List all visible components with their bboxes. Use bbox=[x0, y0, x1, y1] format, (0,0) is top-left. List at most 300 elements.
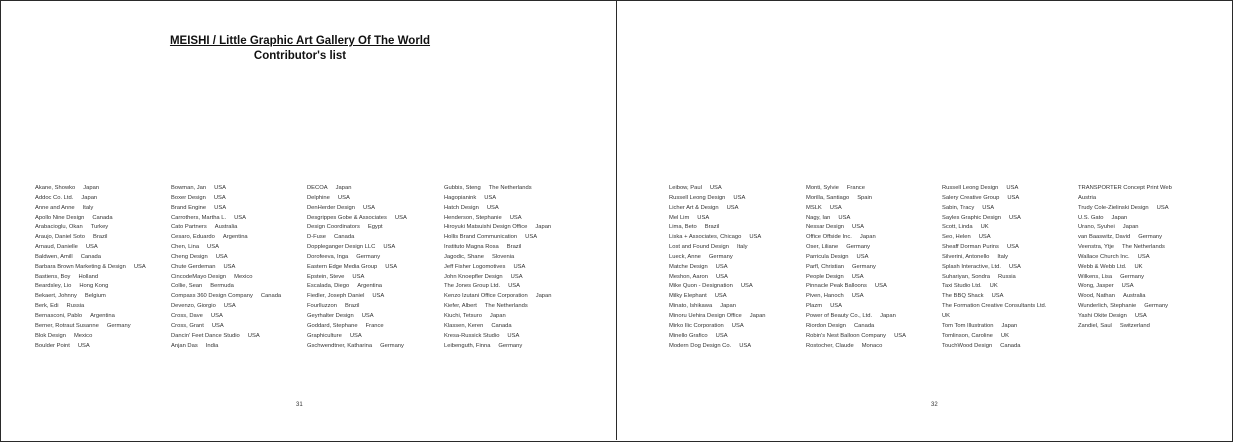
contributor-name: Yashi Okite Design bbox=[1078, 312, 1127, 319]
contributor-country: USA bbox=[830, 303, 843, 310]
contributor-country: Turkey bbox=[90, 224, 109, 231]
contributor-entry bbox=[669, 273, 766, 283]
contributor-entry bbox=[444, 233, 551, 243]
contributor-entry bbox=[942, 253, 1054, 263]
contributor-entry bbox=[35, 292, 146, 302]
contributor-country: France bbox=[846, 185, 865, 191]
contributor-name: Addoc Co. Ltd. bbox=[35, 194, 74, 201]
contributor-name: Bastiens, Boy bbox=[35, 273, 71, 280]
contributor-country: USA bbox=[133, 263, 146, 270]
contributor-entry bbox=[1078, 233, 1180, 243]
contributor-name: Escalada, Diego bbox=[307, 283, 350, 290]
contributor-entry bbox=[942, 204, 1054, 214]
contributor-entry bbox=[806, 233, 906, 243]
contributor-entry bbox=[669, 243, 766, 253]
contributor-name: The BBQ Shack bbox=[942, 293, 984, 300]
contributor-country: USA bbox=[214, 185, 227, 191]
right-page bbox=[617, 0, 1232, 440]
contributor-name: Lueck, Anne bbox=[669, 253, 701, 260]
contributor-entry bbox=[171, 263, 281, 273]
contributor-entry bbox=[669, 194, 766, 204]
contributor-entry bbox=[307, 184, 407, 194]
contributor-country: Japan bbox=[720, 303, 736, 310]
contributor-country: USA bbox=[716, 273, 728, 280]
contributor-entry bbox=[669, 282, 766, 292]
contributor-country: USA bbox=[234, 214, 247, 221]
contributor-entry bbox=[171, 342, 281, 352]
contributor-entry bbox=[35, 342, 146, 352]
contributor-country: The Netherlands bbox=[484, 303, 528, 310]
contributor-name: Desgrippes Gobe & Associates bbox=[307, 214, 387, 221]
contributor-country: USA bbox=[894, 332, 906, 339]
contributor-name: Wong, Jasper bbox=[1078, 283, 1114, 290]
contributor-entry bbox=[171, 332, 281, 342]
contributor-country: USA bbox=[715, 263, 728, 270]
contributor-entry bbox=[171, 233, 281, 243]
contributor-country: USA bbox=[829, 204, 842, 211]
contributor-column-4 bbox=[444, 184, 551, 351]
contributor-entry bbox=[669, 223, 766, 233]
contributor-name: Boulder Point bbox=[35, 342, 70, 349]
contributor-country: Argentina bbox=[357, 283, 383, 290]
contributor-entry bbox=[171, 253, 281, 263]
contributor-name: Tomlinson, Caroline bbox=[942, 332, 993, 339]
contributor-name: Apollo Nine Design bbox=[35, 214, 85, 221]
contributor-name: Plazm bbox=[806, 303, 823, 310]
contributor-entry bbox=[669, 292, 766, 302]
contributor-column-8 bbox=[1078, 184, 1180, 332]
contributor-country: USA bbox=[1137, 253, 1150, 260]
contributor-name: Epstein, Steve bbox=[307, 273, 345, 280]
contributor-name: Splash Interactive, Ltd. bbox=[942, 263, 1001, 270]
contributor-country: Brazil bbox=[704, 224, 720, 231]
contributor-entry bbox=[171, 312, 281, 322]
contributor-entry bbox=[171, 302, 281, 312]
contributor-country: Japan bbox=[535, 293, 552, 300]
contributor-name: Liska + Associates, Chicago bbox=[669, 234, 742, 241]
contributor-name: Salery Creative Group bbox=[942, 194, 1000, 201]
contributor-name: Beardsley, Lio bbox=[35, 283, 72, 290]
contributor-country: Japan bbox=[859, 234, 876, 241]
contributor-name: Leibenguth, Finna bbox=[444, 342, 491, 349]
contributor-name: Pinnacle Peak Balloons bbox=[806, 283, 867, 290]
contributor-country: UK bbox=[980, 224, 989, 231]
contributor-name: Akane, Showko bbox=[35, 185, 76, 191]
contributor-column-5 bbox=[669, 184, 766, 351]
contributor-entry bbox=[942, 223, 1054, 233]
contributor-country: Japan bbox=[535, 224, 552, 231]
contributor-country: USA bbox=[1006, 244, 1019, 251]
contributor-entry bbox=[307, 342, 407, 352]
contributor-entry bbox=[942, 243, 1054, 253]
contributor-country: USA bbox=[838, 214, 851, 221]
contributor-name: Chen, Lina bbox=[171, 244, 200, 251]
contributor-country: USA bbox=[709, 185, 722, 191]
contributor-entry bbox=[171, 243, 281, 253]
contributor-name: Araujo, Daniel Soto bbox=[35, 234, 85, 241]
contributor-name: Lost and Found Design bbox=[669, 244, 729, 251]
contributor-name: Minello Grafico bbox=[669, 332, 708, 339]
contributor-entry bbox=[171, 282, 281, 292]
contributor-country: Germany bbox=[106, 322, 131, 329]
contributor-name: Klassen, Keren bbox=[444, 322, 484, 329]
contributor-entry bbox=[942, 322, 1054, 332]
contributor-entry bbox=[444, 184, 551, 194]
contributor-country: USA bbox=[1134, 312, 1147, 319]
contributor-entry bbox=[307, 263, 407, 273]
contributor-country: Australia bbox=[214, 224, 238, 231]
contributor-entry bbox=[307, 302, 407, 312]
contributor-country: Mexico bbox=[234, 273, 253, 280]
contributor-name: Cesaro, Eduardo bbox=[171, 234, 215, 241]
contributor-country: USA bbox=[85, 244, 98, 251]
contributor-entry bbox=[35, 184, 146, 194]
contributor-name: Silverini, Antonello bbox=[942, 253, 990, 260]
contributor-name: Boxer Design bbox=[171, 194, 206, 201]
contributor-name: Arabacioglu, Okan bbox=[35, 224, 83, 231]
contributor-name: Kenzo Izutani Office Corporation bbox=[444, 293, 528, 300]
contributor-country: Germany bbox=[1138, 234, 1163, 241]
contributor-name: DenHerder Design bbox=[307, 204, 356, 211]
contributor-country: USA bbox=[740, 283, 753, 290]
contributor-entry bbox=[806, 332, 906, 342]
contributor-country: USA bbox=[211, 322, 224, 329]
contributor-country: USA bbox=[739, 342, 752, 349]
contributor-country: Bermuda bbox=[210, 283, 234, 290]
contributor-country: Italy bbox=[82, 204, 94, 211]
contributor-name: Wood, Nathan bbox=[1078, 293, 1115, 300]
contributor-name: Anjan Das bbox=[171, 342, 198, 349]
contributor-name: Modern Dog Design Co. bbox=[669, 342, 732, 349]
contributor-entry bbox=[942, 292, 1054, 302]
contributor-name: Dancin' Feet Dance Studio bbox=[171, 332, 240, 339]
contributor-name: Sabin, Tracy bbox=[942, 204, 975, 211]
contributor-country: The Netherlands bbox=[1122, 244, 1165, 251]
contributor-entry bbox=[806, 312, 906, 322]
contributor-country: India bbox=[205, 342, 219, 349]
contributor-entry bbox=[444, 253, 551, 263]
contributor-entry bbox=[35, 273, 146, 283]
contributor-name: Design Coordinators bbox=[307, 224, 360, 231]
contributor-name: Dorofeeva, Inga bbox=[307, 253, 349, 260]
contributor-entry bbox=[307, 194, 407, 204]
contributor-entry bbox=[307, 322, 407, 332]
contributor-country: Brazil bbox=[92, 234, 108, 241]
contributor-country: USA bbox=[733, 194, 746, 201]
contributor-name: People Design bbox=[806, 273, 844, 280]
contributor-country: USA bbox=[1006, 185, 1019, 191]
contributor-entry bbox=[1078, 292, 1180, 302]
contributor-entry bbox=[307, 282, 407, 292]
contributor-country: Japan bbox=[749, 312, 766, 319]
contributor-name: Carrothers, Martha L. bbox=[171, 214, 227, 221]
contributor-entry bbox=[942, 282, 1054, 292]
contributor-name: Compass 360 Design Company bbox=[171, 293, 253, 300]
page-heading bbox=[0, 34, 600, 64]
contributor-entry bbox=[171, 273, 281, 283]
contributor-country: USA bbox=[223, 303, 236, 310]
contributor-country: Canada bbox=[92, 214, 113, 221]
contributor-country: USA bbox=[731, 322, 744, 329]
contributor-entry bbox=[942, 233, 1054, 243]
contributor-entry bbox=[1078, 263, 1180, 273]
contributor-name: Hatch Design bbox=[444, 204, 479, 211]
contributor-name: Bowman, Jan bbox=[171, 185, 207, 191]
contributor-country: USA bbox=[982, 204, 995, 211]
contributor-name: Berner, Rotraut Susanne bbox=[35, 322, 99, 329]
contributor-country: Argentina bbox=[90, 312, 115, 319]
contributor-name: Eastern Edge Media Group bbox=[307, 263, 378, 270]
contributor-country: Japan bbox=[335, 185, 352, 191]
contributor-country: USA bbox=[991, 293, 1004, 300]
contributor-name: Devenzo, Giorgio bbox=[171, 303, 216, 310]
contributor-entry bbox=[35, 243, 146, 253]
contributor-entry bbox=[806, 263, 906, 273]
contributor-name: Matche Design bbox=[669, 263, 708, 270]
contributor-entry bbox=[1078, 204, 1180, 214]
contributor-name: DECOA bbox=[307, 185, 328, 191]
contributor-country: Japan bbox=[81, 194, 98, 201]
contributor-name: Hagopianink bbox=[444, 194, 477, 201]
contributor-entry bbox=[171, 322, 281, 332]
contributor-entry bbox=[307, 223, 407, 233]
contributor-entry bbox=[171, 194, 281, 204]
contributor-entry bbox=[942, 273, 1054, 283]
contributor-country: USA bbox=[213, 194, 226, 201]
contributor-name: Instituto Magna Rosa bbox=[444, 244, 499, 251]
contributor-country: USA bbox=[207, 244, 219, 251]
contributor-country: USA bbox=[215, 253, 228, 260]
contributor-name: Cato Partners bbox=[171, 224, 207, 231]
contributor-country: USA bbox=[1156, 204, 1169, 211]
contributor-entry bbox=[1078, 312, 1180, 322]
contributor-name: Delphine bbox=[307, 194, 330, 201]
contributor-country: USA bbox=[383, 244, 396, 251]
contributor-entry bbox=[444, 332, 551, 342]
contributor-entry bbox=[171, 223, 281, 233]
contributor-country: USA bbox=[697, 214, 710, 221]
contributor-name: Wallace Church Inc. bbox=[1078, 253, 1130, 260]
contributor-country: Mexico bbox=[73, 332, 93, 339]
contributor-country: Brazil bbox=[344, 303, 360, 310]
contributor-country: USA bbox=[851, 293, 864, 300]
contributor-country: USA bbox=[510, 273, 523, 280]
contributor-entry bbox=[806, 194, 906, 204]
contributor-name: Cheng Design bbox=[171, 253, 208, 260]
contributor-entry bbox=[669, 342, 766, 352]
contributor-country: USA bbox=[372, 293, 385, 300]
contributor-country: USA bbox=[715, 332, 728, 339]
contributor-name: The Jones Group Ltd. bbox=[444, 283, 501, 290]
contributor-entry bbox=[669, 302, 766, 312]
contributor-name: Piven, Hanoch bbox=[806, 293, 844, 300]
contributor-country: Germany bbox=[356, 253, 381, 260]
contributor-country: USA bbox=[486, 204, 499, 211]
contributor-entry bbox=[444, 243, 551, 253]
contributor-country: USA bbox=[1007, 194, 1020, 201]
contributor-name: Kiefer, Albert bbox=[444, 303, 477, 310]
contributor-country: Germany bbox=[380, 342, 404, 349]
contributor-name: Berk, Edi bbox=[35, 303, 59, 310]
contributor-name: TouchWood Design bbox=[942, 342, 993, 349]
contributor-country: Italy bbox=[736, 244, 748, 251]
contributor-country: UK bbox=[1134, 263, 1143, 270]
contributor-country: Japan bbox=[1111, 214, 1128, 221]
contributor-name: Russell Leong Design bbox=[942, 185, 999, 191]
contributor-country: Germany bbox=[1144, 303, 1169, 310]
contributor-country: Italy bbox=[997, 253, 1009, 260]
contributor-country: Japan bbox=[880, 312, 896, 319]
contributor-country: Germany bbox=[852, 263, 876, 270]
contributor-entry bbox=[1078, 214, 1180, 224]
contributor-name: Blok Design bbox=[35, 332, 66, 339]
contributor-entry bbox=[806, 322, 906, 332]
contributor-country: USA bbox=[385, 263, 398, 270]
contributor-name: Robin's Nest Balloon Company bbox=[806, 332, 887, 339]
contributor-entry bbox=[444, 273, 551, 283]
contributor-entry bbox=[307, 273, 407, 283]
contributor-name: Veenstra, Ytje bbox=[1078, 244, 1114, 251]
contributor-entry bbox=[307, 332, 407, 342]
contributor-name: Rostocher, Claude bbox=[806, 342, 854, 349]
contributor-entry bbox=[444, 214, 551, 224]
contributor-country: USA bbox=[1121, 283, 1134, 290]
contributor-name: Arnaud, Danielle bbox=[35, 244, 78, 251]
contributor-entry bbox=[1078, 282, 1180, 292]
contributor-country: Japan bbox=[489, 312, 506, 319]
contributor-entry bbox=[35, 223, 146, 233]
contributor-name: Urano, Syuhei bbox=[1078, 224, 1115, 231]
contributor-name: Wilkens, Lisa bbox=[1078, 273, 1113, 280]
contributor-entry bbox=[444, 194, 551, 204]
contributor-entry bbox=[942, 332, 1054, 342]
contributor-entry bbox=[942, 263, 1054, 273]
contributor-name: Cross, Grant bbox=[171, 322, 204, 329]
contributor-name: Baldwen, Amill bbox=[35, 253, 73, 260]
contributor-name: Anne and Anne bbox=[35, 204, 75, 211]
contributor-entry bbox=[669, 184, 766, 194]
contributor-name: Henderson, Stephanie bbox=[444, 214, 502, 221]
page-number-left: 31 bbox=[296, 402, 303, 408]
contributor-country: USA bbox=[749, 234, 762, 241]
contributor-country: UK bbox=[1000, 332, 1009, 339]
contributor-name: Monti, Sylvie bbox=[806, 185, 839, 191]
contributor-country: USA bbox=[352, 273, 365, 280]
contributor-country: Slovenia bbox=[491, 253, 515, 260]
contributor-country: Japan bbox=[1122, 224, 1139, 231]
contributor-country: USA bbox=[978, 234, 991, 241]
contributor-name: D-Fuse bbox=[307, 234, 327, 241]
contributor-entry bbox=[942, 194, 1054, 204]
contributor-name: Kresa-Russick Studio bbox=[444, 332, 500, 339]
contributor-country: Hong Kong bbox=[79, 283, 109, 290]
contributor-entry bbox=[1078, 184, 1180, 194]
contributor-country: Germany bbox=[846, 244, 871, 251]
contributor-name: Licher Art & Design bbox=[669, 204, 719, 211]
contributor-name: van Baaswitz, David bbox=[1078, 234, 1131, 241]
contributor-entry bbox=[171, 214, 281, 224]
contributor-entry bbox=[669, 204, 766, 214]
contributor-country: USA bbox=[77, 342, 90, 349]
contributor-entry bbox=[1078, 253, 1180, 263]
contributor-country: USA bbox=[525, 234, 538, 241]
contributor-name: Jagodic, Shane bbox=[444, 253, 484, 260]
contributor-name: Morilla, Santiago bbox=[806, 194, 850, 201]
contributor-name: Mel Lim bbox=[669, 214, 690, 221]
contributor-country: USA bbox=[394, 214, 407, 221]
contributor-country: Russia bbox=[66, 303, 85, 310]
contributor-name: Fiedler, Joseph Daniel bbox=[307, 293, 365, 300]
contributor-country: USA bbox=[513, 263, 526, 270]
contributor-name: Mirko Ilic Corporation bbox=[669, 322, 724, 329]
contributor-country: Holland bbox=[78, 273, 99, 280]
contributor-name: Goddard, Stephane bbox=[307, 322, 358, 329]
contributor-name: Russell Leong Design bbox=[669, 194, 726, 201]
contributor-country: USA bbox=[1008, 263, 1021, 270]
contributor-name: Hollis Brand Communication bbox=[444, 234, 518, 241]
contributor-country: Germany bbox=[1120, 273, 1144, 280]
contributor-name: Sayles Graphic Design bbox=[942, 214, 1001, 221]
contributor-country: USA bbox=[223, 263, 236, 270]
contributor-name: Zandiel, Saul bbox=[1078, 322, 1112, 329]
contributor-entry bbox=[1078, 223, 1180, 233]
contributor-name: TRANSPORTER Concept Print Web bbox=[1078, 185, 1172, 191]
contributor-name: Jeff Fisher Logomotives bbox=[444, 263, 506, 270]
contributor-country: The Netherlands bbox=[488, 185, 532, 191]
contributor-country: Canada bbox=[260, 293, 282, 300]
contributor-entry bbox=[444, 223, 551, 233]
contributor-entry bbox=[35, 263, 146, 273]
contributor-country: Canada bbox=[80, 253, 102, 260]
contributor-entry bbox=[806, 342, 906, 352]
contributor-name: Collie, Sean bbox=[171, 283, 203, 290]
contributor-name: Austria bbox=[1078, 194, 1097, 201]
contributor-column-2 bbox=[171, 184, 281, 351]
contributor-column-7 bbox=[942, 184, 1054, 351]
contributor-entry bbox=[444, 302, 551, 312]
contributor-name: Milky Elephant bbox=[669, 293, 707, 300]
contributor-name: Gubbis, Steng bbox=[444, 185, 481, 191]
contributor-country: Belgium bbox=[84, 293, 106, 300]
contributor-country: USA bbox=[856, 253, 869, 260]
contributor-entry bbox=[444, 312, 551, 322]
contributor-entry bbox=[942, 312, 1054, 322]
contributor-country: Australia bbox=[1122, 293, 1146, 300]
contributor-entry bbox=[307, 233, 407, 243]
contributor-country: Brazil bbox=[506, 244, 522, 251]
contributor-entry bbox=[1078, 302, 1180, 312]
contributor-entry bbox=[669, 322, 766, 332]
contributor-name: Chute Gerdeman bbox=[171, 263, 216, 270]
contributor-entry bbox=[307, 243, 407, 253]
contributor-entry bbox=[806, 273, 906, 283]
contributor-entry bbox=[806, 184, 906, 194]
contributor-country: USA bbox=[851, 273, 864, 280]
contributor-name: Trudy Cole-Zielinski Design bbox=[1078, 204, 1149, 211]
contributor-entry bbox=[35, 302, 146, 312]
contributor-name: Minoru Uehira Design Office bbox=[669, 312, 742, 319]
contributor-name: Meshon, Aaron bbox=[669, 273, 708, 280]
contributor-entry bbox=[307, 253, 407, 263]
contributor-country: Japan bbox=[1001, 322, 1018, 329]
contributor-entry bbox=[669, 332, 766, 342]
contributor-name: Geyrhalter Design bbox=[307, 312, 354, 319]
contributor-country: Canada bbox=[853, 322, 875, 329]
contributor-entry bbox=[1078, 243, 1180, 253]
contributor-entry bbox=[444, 204, 551, 214]
contributor-entry bbox=[806, 223, 906, 233]
contributor-name: Parfl, Christian bbox=[806, 263, 845, 270]
